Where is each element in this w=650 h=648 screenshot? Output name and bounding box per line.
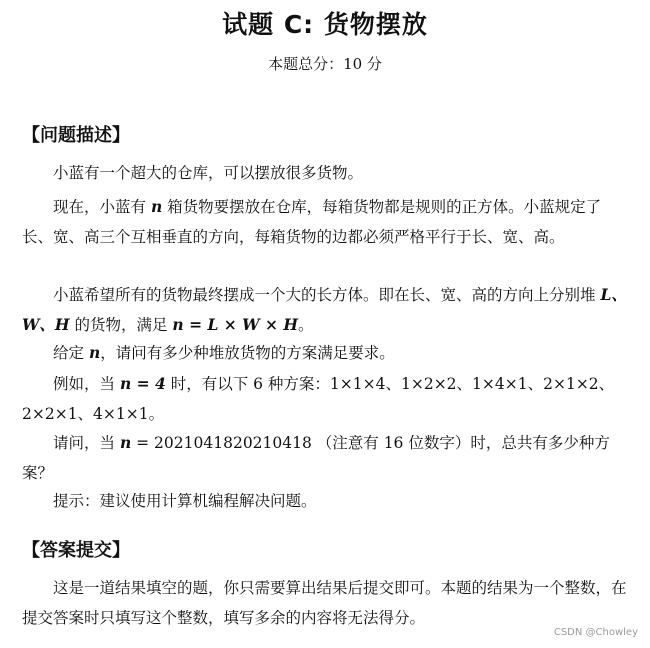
problem-paragraph-6: [22, 428, 630, 488]
watermark: CSDN @Chowley: [553, 627, 638, 638]
text-run: 小蓝希望所有的货物最终摆成一个大的长方体。即在长、宽、高的方向上分别堆: [53, 286, 601, 304]
text-run: 。: [297, 316, 314, 334]
text-run: 例如，当: [53, 375, 120, 393]
problem-section-heading: 【问题描述】: [22, 125, 130, 146]
text-run: 现在，小蓝有: [53, 198, 151, 216]
math-variable-n: n: [88, 343, 101, 362]
text-run: 箱货物要摆放在仓库，每箱货物都是规则的正方体。小蓝规定了长、宽、高三个互相垂直的方向，每箱货物的边都必须严格平行于长、宽、高。: [22, 198, 602, 246]
problem-paragraph-1: 小蓝有一个超大的仓库，可以摆放很多货物。: [53, 164, 364, 182]
text-run: 时，有以下 6 种方案：1×1×4、1×2×2、1×4×1、2×1×2、2×2×1、4×1×1。: [22, 375, 615, 423]
problem-paragraph-3: [22, 280, 630, 340]
total-score: 本题总分：10 分: [268, 55, 382, 73]
text-run: ，请问有多少种堆放货物的方案满足要求。: [100, 344, 395, 362]
answer-paragraph-1: 这是一道结果填空的题，你只需要算出结果后提交即可。本题的结果为一个整数，在提交答案时只填写这个整数，填写多余的内容将无法得分。: [22, 579, 627, 627]
text-run: 给定: [53, 344, 89, 362]
math-variable-n: n: [119, 433, 132, 452]
problem-paragraph-7: 提示：建议使用计算机编程解决问题。: [53, 492, 317, 510]
page-title: 试题 C: 货物摆放: [222, 10, 428, 39]
text-run: 的货物，满足: [69, 316, 173, 334]
math-formula: n = L × W × H: [172, 315, 298, 334]
math-formula: n = 4: [119, 374, 166, 393]
math-dimensions: L、W、H: [22, 285, 627, 334]
text-run: 请问，当: [53, 434, 120, 452]
text-run: = 2021041820210418 （注意有 16 位数字）时，总共有多少种方案？: [22, 434, 610, 482]
answer-section-heading: 【答案提交】: [22, 540, 130, 561]
problem-paragraph-5: [22, 369, 630, 429]
problem-paragraph-4: [22, 338, 630, 368]
problem-paragraph-2: [22, 192, 630, 252]
math-variable-n: n: [150, 197, 163, 216]
